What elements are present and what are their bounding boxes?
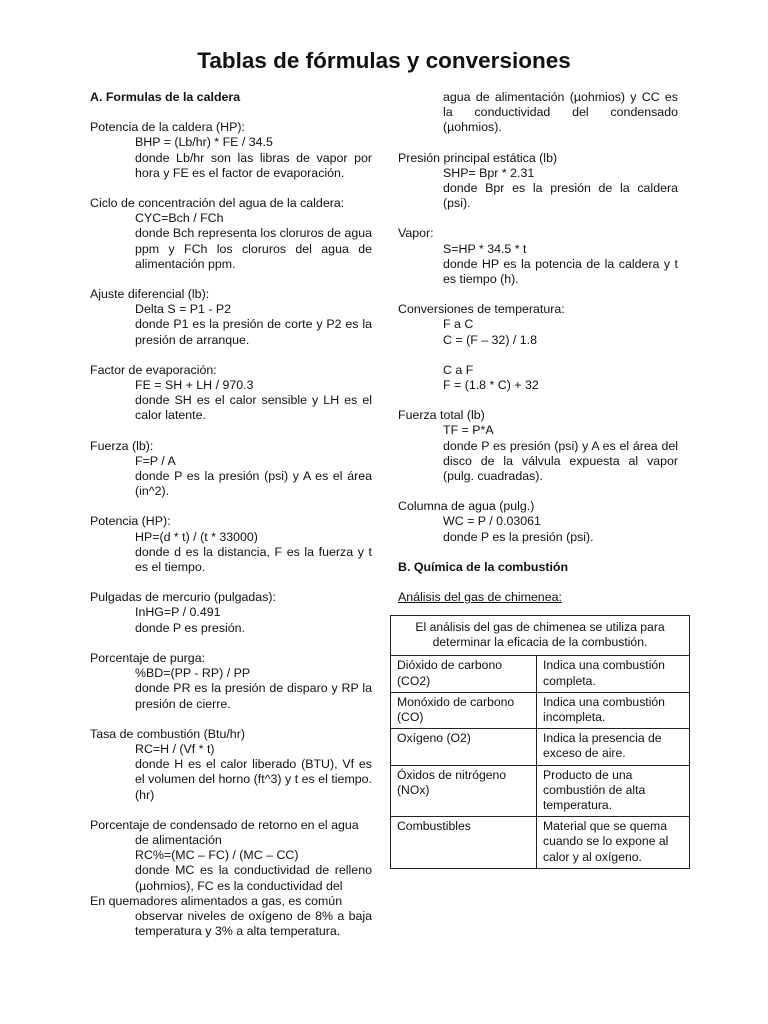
combustion-rate-title: Tasa de combustión (Btu/hr) xyxy=(90,726,245,741)
evaporation-factor-desc: donde SH es el calor sensible y LH es el calor latente. xyxy=(135,393,372,423)
temperature-block xyxy=(398,302,678,393)
total-force-desc: donde P es presión (psi) y A es el área del disco de la válvula expuesta al vapor (pulg. cuadradas). xyxy=(443,438,678,484)
gas-cell: Dióxido de carbono (CO2) xyxy=(391,656,537,692)
static-pressure-block xyxy=(398,151,678,212)
steam-title: Vapor: xyxy=(398,226,434,241)
c-to-f-label: C a F xyxy=(443,362,474,377)
table-row xyxy=(391,656,690,692)
condensate-continuation: agua de alimentación (µohmios) y CC es la conductividad del condensado (µohmios). xyxy=(443,90,678,135)
purge-desc: donde PR es la presión de disparo y RP la presión de cierre. xyxy=(135,681,372,711)
meaning-cell: Indica una combustión incompleta. xyxy=(537,692,690,728)
steam-formula: S=HP * 34.5 * t xyxy=(443,241,527,256)
water-column-formula: WC = P / 0.03061 xyxy=(443,514,541,529)
total-force-formula: TF = P*A xyxy=(443,423,494,438)
gas-cell: Oxígeno (O2) xyxy=(391,729,537,765)
power-title: Potencia (HP): xyxy=(90,514,171,529)
table-header-cell: El análisis del gas de chimenea se utiliza para determinar la eficacia de la combustión. xyxy=(391,616,690,656)
boiler-power-block xyxy=(90,120,372,181)
right-column xyxy=(398,90,678,605)
flue-gas-table xyxy=(390,615,690,869)
static-pressure-title: Presión principal estática (lb) xyxy=(398,150,558,165)
mercury-formula: InHG=P / 0.491 xyxy=(135,605,221,620)
water-column-block xyxy=(398,499,678,545)
purge-title: Porcentaje de purga: xyxy=(90,650,206,665)
return-condensate-formula: RC%=(MC – FC) / (MC – CC) xyxy=(135,848,299,863)
gas-burner-line: En quemadores alimentados a gas, es común xyxy=(90,893,343,908)
table-header-row xyxy=(391,616,690,656)
meaning-cell: Indica la presencia de exceso de aire. xyxy=(537,729,690,765)
meaning-cell: Producto de una combustión de alta temperatura. xyxy=(537,765,690,817)
power-formula: HP=(d * t) / (t * 33000) xyxy=(135,529,258,544)
gas-cell: Óxidos de nitrógeno (NOx) xyxy=(391,765,537,817)
gas-burner-desc: observar niveles de oxígeno de 8% a baja temperatura y 3% a alta temperatura. xyxy=(135,908,372,939)
power-block xyxy=(90,514,372,575)
differential-formula: Delta S = P1 - P2 xyxy=(135,302,232,317)
combustion-rate-desc: donde H es el calor liberado (BTU), Vf es el volumen del horno (ft^3) y t es el tiempo. (hr) xyxy=(135,757,372,802)
purge-block xyxy=(90,651,372,712)
evaporation-factor-title: Factor de evaporación: xyxy=(90,362,217,377)
gas-cell: Combustibles xyxy=(391,817,537,869)
power-desc: donde d es la distancia, F es la fuerza y t es el tiempo. xyxy=(135,544,372,575)
boiler-power-title: Potencia de la caldera (HP): xyxy=(90,120,245,135)
mercury-desc: donde P es presión. xyxy=(135,620,245,635)
section-b-heading: B. Química de la combustión xyxy=(398,559,569,574)
steam-desc: donde HP es la potencia de la caldera y t es tiempo (h). xyxy=(443,256,678,287)
table-row xyxy=(391,729,690,765)
total-force-block xyxy=(398,408,678,484)
return-condensate-block xyxy=(90,818,372,940)
combustion-rate-formula: RC=H / (Vf * t) xyxy=(135,741,215,756)
water-column-desc: donde P es la presión (psi). xyxy=(443,529,594,544)
return-condensate-desc: donde MC es la conductividad de relleno (µohmios), FC es la conductividad del xyxy=(135,863,372,893)
flue-gas-heading: Análisis del gas de chimenea: xyxy=(398,590,562,605)
mercury-title: Pulgadas de mercurio (pulgadas): xyxy=(90,590,276,605)
gas-cell: Monóxido de carbono (CO) xyxy=(391,692,537,728)
concentration-cycle-title: Ciclo de concentración del agua de la caldera: xyxy=(90,196,345,211)
static-pressure-desc: donde Bpr es la presión de la caldera (psi). xyxy=(443,181,678,211)
force-formula: F=P / A xyxy=(135,453,176,468)
force-block xyxy=(90,439,372,500)
return-condensate-title-cont: de alimentación xyxy=(135,832,222,847)
table-row xyxy=(391,692,690,728)
purge-formula: %BD=(PP - RP) / PP xyxy=(135,666,251,681)
f-to-c-label: F a C xyxy=(443,317,474,332)
meaning-cell: Indica una combustión completa. xyxy=(537,656,690,692)
combustion-rate-block xyxy=(90,727,372,803)
f-to-c-formula: C = (F – 32) / 1.8 xyxy=(443,332,538,347)
return-condensate-title: Porcentaje de condensado de retorno en el agua xyxy=(90,817,359,832)
differential-block xyxy=(90,287,372,348)
boiler-power-formula: BHP = (Lb/hr) * FE / 34.5 xyxy=(135,135,273,150)
differential-desc: donde P1 es la presión de corte y P2 es la presión de arranque. xyxy=(135,317,372,347)
evaporation-factor-block xyxy=(90,363,372,424)
mercury-block xyxy=(90,590,372,636)
concentration-cycle-block xyxy=(90,196,372,272)
differential-title: Ajuste diferencial (lb): xyxy=(90,287,210,302)
section-a-heading: A. Formulas de la caldera xyxy=(90,90,241,104)
meaning-cell: Material que se quema cuando se lo expone al calor y al oxígeno. xyxy=(537,817,690,869)
force-title: Fuerza (lb): xyxy=(90,438,154,453)
boiler-power-desc: donde Lb/hr son las libras de vapor por hora y FE es el factor de evaporación. xyxy=(135,150,372,180)
table-row xyxy=(391,817,690,869)
concentration-cycle-formula: CYC=Bch / FCh xyxy=(135,211,224,226)
static-pressure-formula: SHP= Bpr * 2.31 xyxy=(443,165,535,180)
table-row xyxy=(391,765,690,817)
concentration-cycle-desc: donde Bch representa los cloruros de agua ppm y FCh los cloruros del agua de alimentación ppm. xyxy=(135,226,372,271)
total-force-title: Fuerza total (lb) xyxy=(398,408,485,423)
force-desc: donde P es la presión (psi) y A es el área (in^2). xyxy=(135,469,372,499)
evaporation-factor-formula: FE = SH + LH / 970.3 xyxy=(135,378,254,393)
temperature-spacer xyxy=(398,348,678,363)
water-column-title: Columna de agua (pulg.) xyxy=(398,499,535,514)
page-title: Tablas de fórmulas y conversiones xyxy=(197,48,571,73)
c-to-f-formula: F = (1.8 * C) + 32 xyxy=(443,378,539,393)
left-column xyxy=(90,90,372,939)
temperature-title: Conversiones de temperatura: xyxy=(398,302,565,317)
steam-block xyxy=(398,226,678,287)
